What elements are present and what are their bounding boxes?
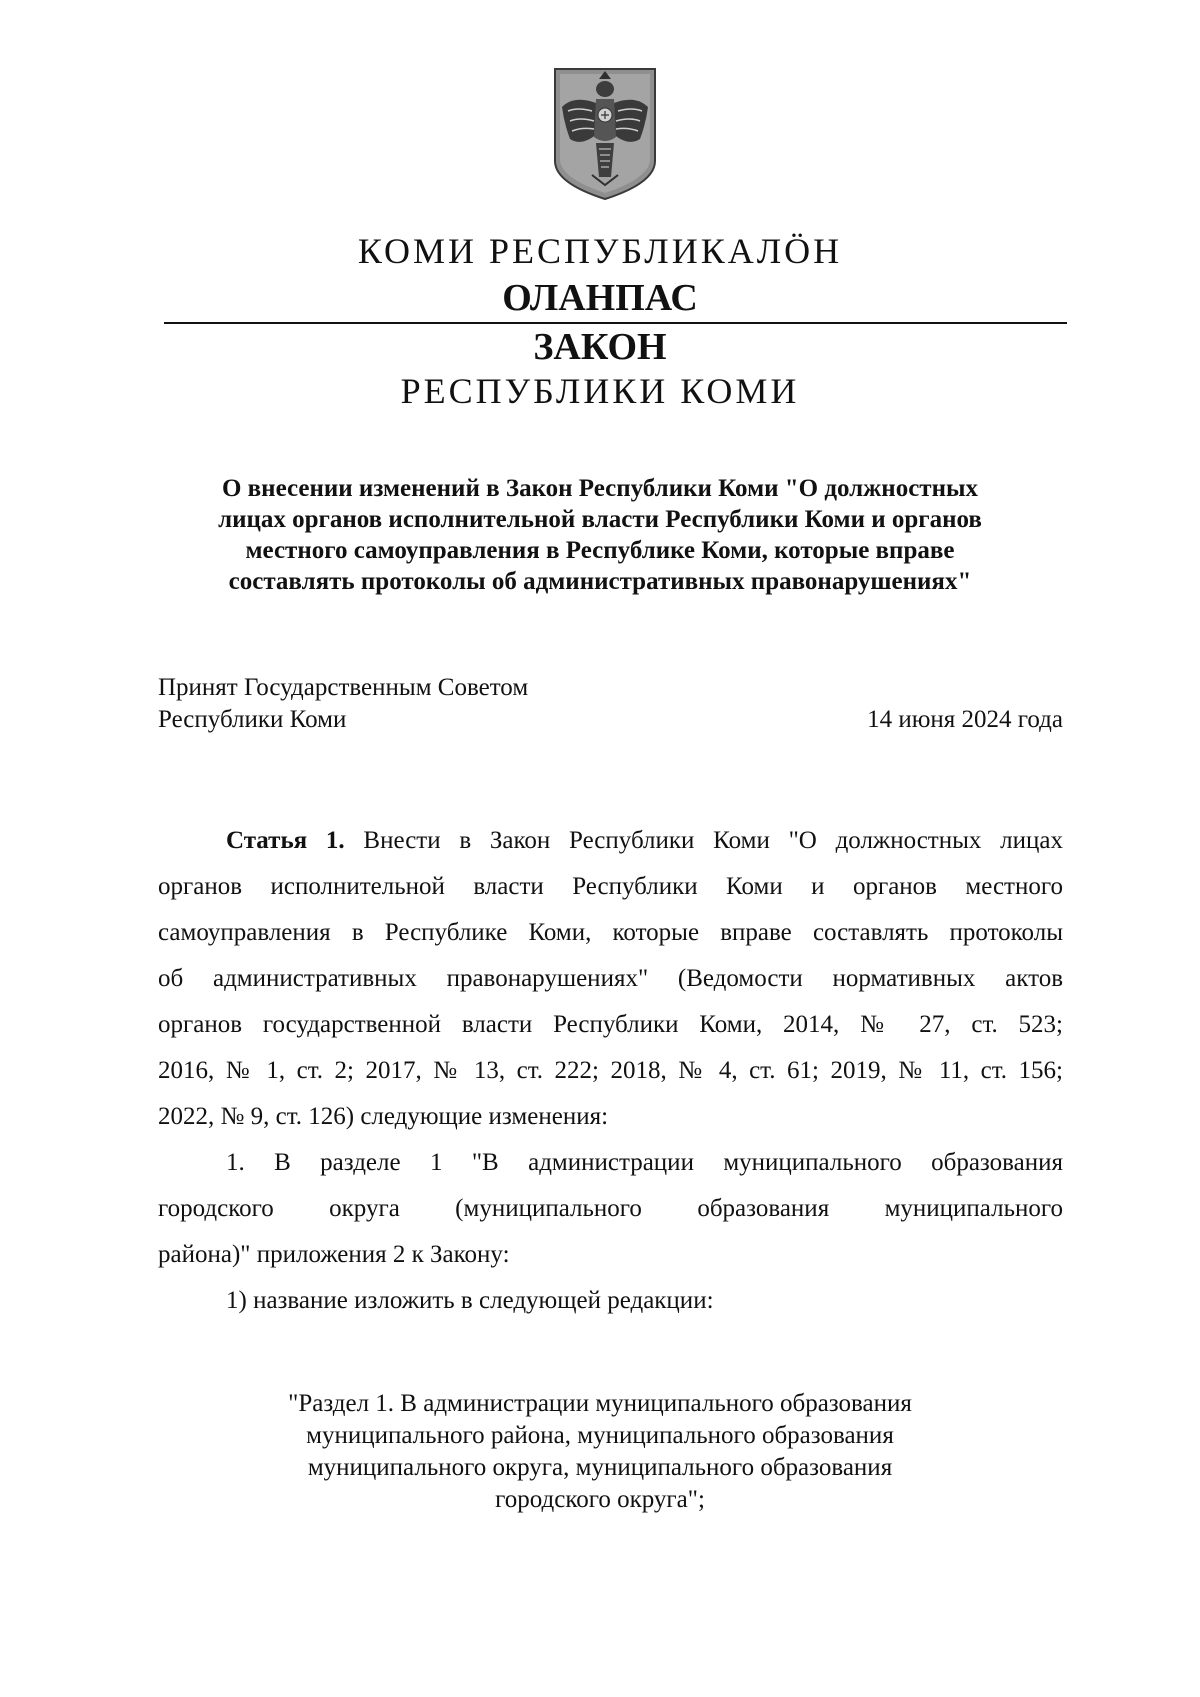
adoption-body-line: Принят Государственным Советом <box>158 674 529 701</box>
article-line: об административных правонарушениях" (Ведомости нормативных актов <box>158 965 1063 992</box>
adoption-date: 14 июня 2024 года <box>867 706 1063 733</box>
law-type-heading: ЗАКОН <box>533 326 667 368</box>
article-line: 2022, № 9, ст. 126) следующие изменения: <box>158 1103 609 1130</box>
article-line: органов исполнительной власти Республики Коми и органов местного <box>158 873 1063 900</box>
article-1-text <box>158 818 1063 1324</box>
article-label: Статья 1. <box>226 827 345 854</box>
quoted-section-title <box>150 1388 1050 1516</box>
article-line: органов государственной власти Республики Коми, 2014, № 27, ст. 523; <box>158 1011 1063 1038</box>
quote-line: муниципального округа, муниципального образования <box>307 1454 893 1481</box>
header-divider-line <box>164 322 1067 324</box>
article-line: 2016, № 1, ст. 2; 2017, № 13, ст. 222; 2018, № 4, ст. 61; 2019, № 11, ст. 156; <box>158 1057 1063 1084</box>
law-title-line: О внесении изменений в Закон Республики Коми "О должностных <box>221 475 979 502</box>
adoption-body-line: Республики Коми <box>158 706 347 733</box>
item-1-line: городского округа (муниципального образования муниципального <box>158 1195 1063 1222</box>
law-title-line: лицах органов исполнительной власти Республики Коми и органов <box>218 506 982 533</box>
republic-name-heading: РЕСПУБЛИКИ КОМИ <box>400 371 800 411</box>
article-line: самоуправления в Республике Коми, которые вправе составлять протоколы <box>158 919 1063 946</box>
law-title-line: местного самоуправления в Республике Коми, которые вправе <box>245 537 955 564</box>
komi-language-title: КОМИ РЕСПУБЛИКАЛӦН <box>357 231 843 271</box>
quote-line: "Раздел 1. В администрации муниципального образования <box>288 1390 912 1417</box>
komi-law-type-heading: ОЛАНПАС <box>502 277 698 319</box>
komi-coat-of-arms-emblem <box>552 67 658 201</box>
article-1-first-line <box>158 818 1063 864</box>
item-1-line: 1. В разделе 1 "В администрации муниципального образования <box>226 1149 1063 1176</box>
article-text: Внести в Закон Республики Коми "О должностных лицах <box>344 827 1063 854</box>
quote-line: городского округа"; <box>495 1486 705 1513</box>
quote-line: муниципального района, муниципального образования <box>306 1422 894 1449</box>
subitem-1-line: 1) название изложить в следующей редакции: <box>226 1287 714 1314</box>
law-title-line: составлять протоколы об административных правонарушениях" <box>228 568 972 595</box>
law-title <box>150 473 1050 597</box>
item-1-line: района)" приложения 2 к Закону: <box>158 1241 510 1268</box>
